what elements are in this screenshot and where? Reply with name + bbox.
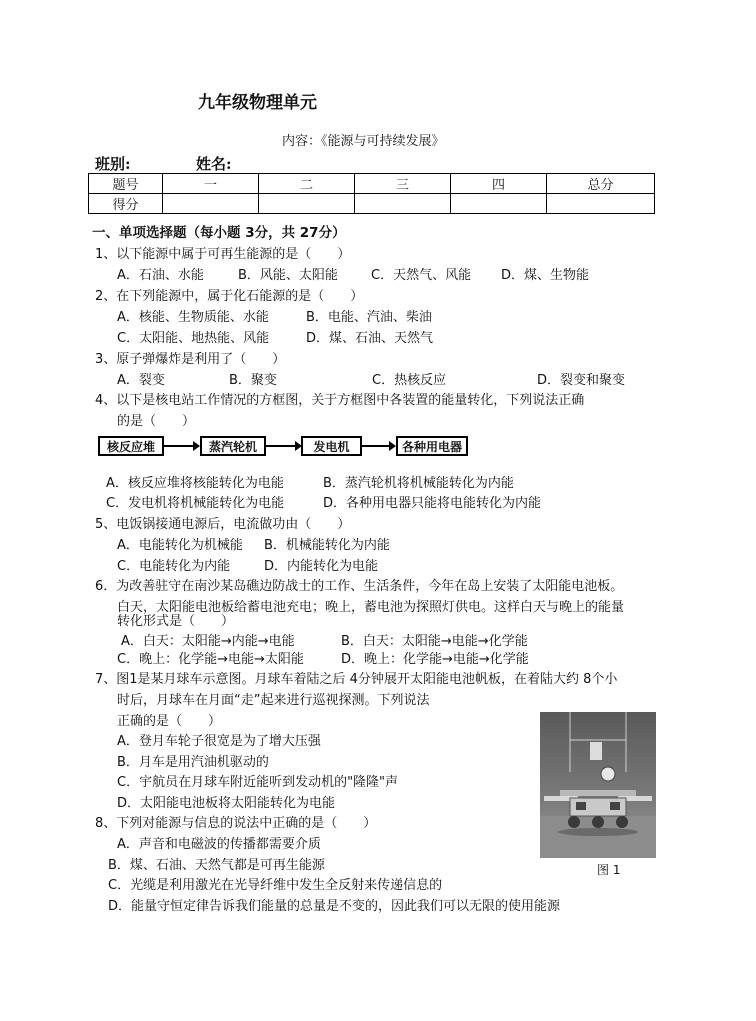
question-7-stem: 7、图1是某月球车示意图。月球车着陆之后 4分钟展开太阳能电池帆板，在着陆大约 8个小 — [95, 672, 618, 687]
score-table — [88, 173, 655, 214]
question-5-option-a: A．电能转化为机械能 — [117, 538, 243, 553]
content-subtitle: 内容：《能源与可持续发展》 — [282, 134, 445, 149]
question-1-option-d: D．煤、生物能 — [501, 268, 590, 283]
question-6-option-a: A．白天：太阳能→内能→电能 — [121, 634, 295, 649]
question-4-option-c: C．发电机将机械能转化为电能 — [106, 496, 285, 511]
score-cell[interactable] — [163, 194, 259, 214]
page-title: 九年级物理单元 — [198, 93, 317, 113]
flow-appliances-box: 各种用电器 — [396, 436, 468, 456]
question-6-stem-cont2: 转化形式是（ ） — [117, 614, 235, 629]
score-header-cell: 四 — [451, 174, 547, 194]
question-8-stem: 8、下列对能源与信息的说法中正确的是（ ） — [95, 816, 377, 831]
question-7-option-a: A．登月车轮子很宽是为了增大压强 — [117, 734, 321, 749]
question-2-option-b: B．电能、汽油、柴油 — [306, 310, 432, 325]
question-5-stem: 5、电饭锅接通电源后，电流做功由（ ） — [95, 517, 351, 532]
question-7-stem-cont2: 正确的是（ ） — [117, 714, 222, 729]
question-6-stem-cont: 白天，太阳能电池板给蓄电池充电；晚上，蓄电池为探照灯供电。这样白天与晚上的能量 — [117, 600, 625, 615]
flow-generator-box: 发电机 — [301, 436, 362, 456]
score-cell[interactable] — [451, 194, 547, 214]
question-3-option-c: C．热核反应 — [372, 373, 447, 388]
score-header-cell: 三 — [355, 174, 451, 194]
question-3-stem: 3、原子弹爆炸是利用了（ ） — [95, 352, 286, 367]
score-table-row — [89, 194, 655, 214]
flow-reactor-box: 核反应堆 — [98, 436, 164, 456]
question-7-option-d: D．太阳能电池板将太阳能转化为电能 — [117, 796, 336, 811]
question-4-stem: 4、以下是核电站工作情况的方框图，关于方框图中各装置的能量转化，下列说法正确 — [95, 393, 585, 408]
flow-arrow — [362, 445, 390, 447]
question-3-option-b: B．聚变 — [229, 373, 277, 388]
figure-caption: 图 1 — [597, 863, 621, 877]
lunar-rover-image — [540, 712, 656, 858]
flow-turbine-box: 蒸汽轮机 — [200, 436, 266, 456]
question-6-option-b: B．白天：太阳能→电能→化学能 — [341, 634, 528, 649]
score-header-cell: 总分 — [547, 174, 655, 194]
lunar-rover-icon — [540, 712, 656, 858]
question-8-option-a: A．声音和电磁波的传播都需要介质 — [117, 837, 321, 852]
score-cell[interactable] — [355, 194, 451, 214]
question-4-stem-cont: 的是（ ） — [117, 414, 196, 429]
question-1-stem: 1、以下能源中属于可再生能源的是（ ） — [95, 247, 351, 262]
question-2-option-c: C．太阳能、地热能、风能 — [117, 331, 270, 346]
question-2-option-d: D．煤、石油、天然气 — [306, 331, 434, 346]
question-5-option-b: B．机械能转化为内能 — [264, 538, 390, 553]
question-6-option-c: C．晚上：化学能→电能→太阳能 — [117, 652, 304, 667]
question-1-option-b: B．风能、太阳能 — [238, 268, 338, 283]
question-2-stem: 2、在下列能源中，属于化石能源的是（ ） — [95, 289, 364, 304]
score-row-label: 得分 — [89, 194, 163, 214]
score-header-cell: 一 — [163, 174, 259, 194]
section-heading: 一、单项选择题（每小题 3分，共 27分） — [92, 225, 346, 241]
flow-arrow — [266, 445, 296, 447]
question-8-option-c: C．光缆是利用激光在光导纤维中发生全反射来传递信息的 — [108, 878, 443, 893]
question-5-option-d: D．内能转化为电能 — [264, 559, 379, 574]
question-8-option-b: B．煤、石油、天然气都是可再生能源 — [108, 858, 325, 873]
question-7-option-b: B．月车是用汽油机驱动的 — [117, 755, 269, 770]
question-1-option-c: C．天然气、风能 — [371, 268, 472, 283]
question-4-option-a: A．核反应堆将核能转化为电能 — [106, 476, 284, 491]
score-cell[interactable] — [547, 194, 655, 214]
question-6-option-d: D．晚上：化学能→电能→化学能 — [341, 652, 529, 667]
class-label: 班别: — [95, 155, 131, 173]
question-3-option-d: D．裂变和聚变 — [537, 373, 626, 388]
flow-arrow — [164, 445, 194, 447]
score-cell[interactable] — [259, 194, 355, 214]
score-header-cell: 二 — [259, 174, 355, 194]
question-8-option-d: D．能量守恒定律告诉我们能量的总量是不变的，因此我们可以无限的使用能源 — [108, 899, 561, 914]
question-1-option-a: A．石油、水能 — [117, 268, 204, 283]
question-4-option-d: D．各种用电器只能将电能转化为内能 — [323, 496, 542, 511]
question-7-stem-cont: 时后，月球车在月面“走”起来进行巡视探测。下列说法 — [117, 693, 430, 708]
score-header-cell: 题号 — [89, 174, 163, 194]
question-5-option-c: C．电能转化为内能 — [117, 559, 231, 574]
question-6-stem: 6．为改善驻守在南沙某岛礁边防战士的工作、生活条件，今年在岛上安装了太阳能电池板。 — [95, 579, 624, 594]
question-3-option-a: A．裂变 — [117, 373, 165, 388]
score-table-header-row — [89, 174, 655, 194]
question-2-option-a: A．核能、生物质能、水能 — [117, 310, 269, 325]
question-7-option-c: C．宇航员在月球车附近能听到发动机的"隆隆"声 — [117, 775, 399, 790]
name-label: 姓名: — [196, 155, 232, 173]
question-4-option-b: B．蒸汽轮机将机械能转化为内能 — [323, 476, 514, 491]
